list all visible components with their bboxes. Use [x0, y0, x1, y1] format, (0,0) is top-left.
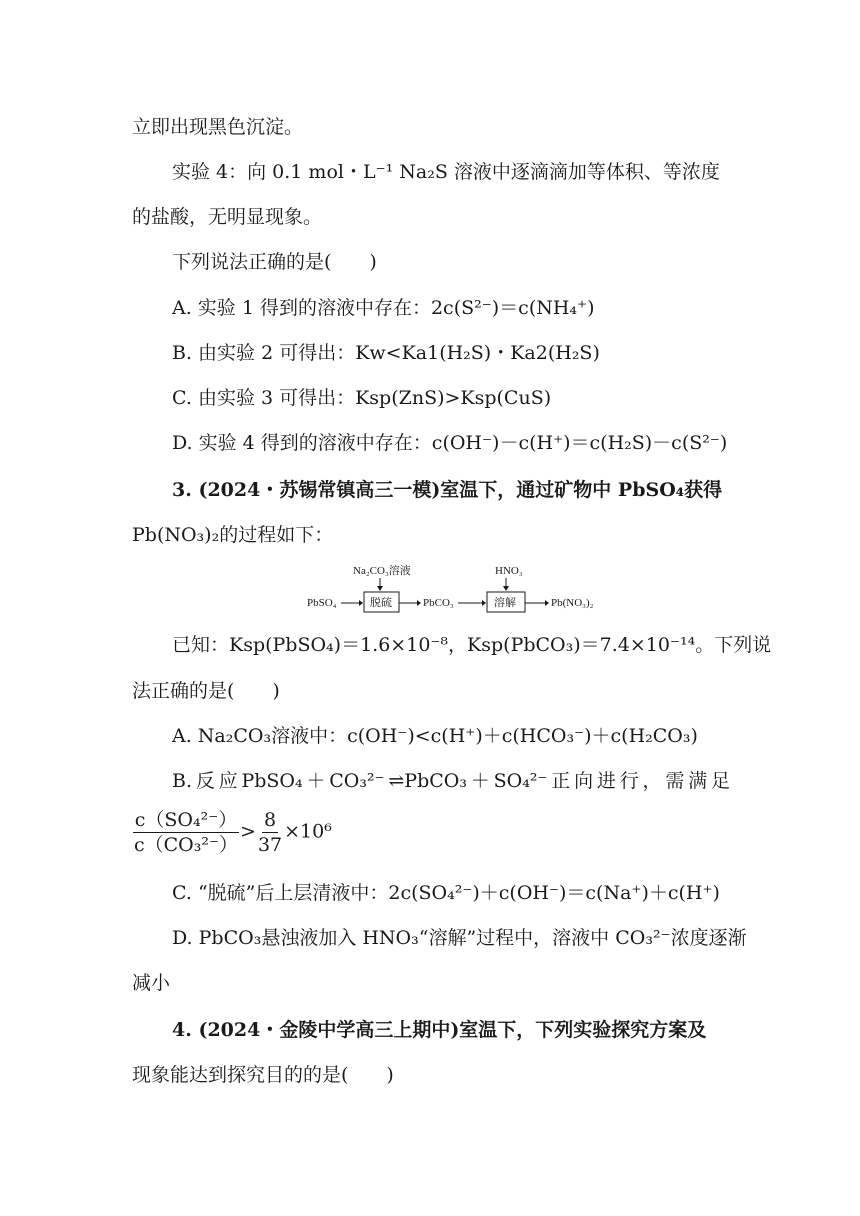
- option-d: D. PbCO₃悬浊液加入 HNO₃“溶解”过程中，溶液中 CO₃²⁻浓度逐渐: [172, 927, 747, 949]
- option-c: C. 由实验 3 可得出：Ksp(ZnS)>Ksp(CuS): [172, 387, 552, 409]
- fraction-numerator: c（SO₄²⁻）: [134, 809, 238, 831]
- experiment-4-line: 实验 4：向 0.1 mol・L⁻¹ Na₂S 溶液中逐滴滴加等体积、等浓度: [172, 161, 720, 183]
- question-prompt: 下列说法正确的是( ): [172, 251, 377, 273]
- text-line: 立即出现黑色沉淀。: [132, 116, 304, 138]
- word: PbSO₄: [241, 770, 303, 792]
- word: B.: [172, 770, 193, 792]
- fraction-denominator: c（CO₃²⁻）: [134, 834, 239, 856]
- option-b: [172, 768, 730, 794]
- question-4-stem-cont: 现象能达到探究目的的是( ): [132, 1064, 394, 1086]
- word: 反: [195, 770, 215, 792]
- reagent-label: Na₂CO₃溶液: [353, 565, 411, 577]
- arrowhead-icon: [377, 586, 383, 591]
- arrowhead-icon: [482, 600, 486, 606]
- word: SO₄²⁻: [493, 770, 548, 792]
- word: 足: [710, 770, 730, 792]
- text-line: 的盐酸，无明显现象。: [132, 206, 323, 228]
- reagent-label: HNO₃: [495, 565, 523, 577]
- product-material: Pb(NO₃)₂: [551, 597, 594, 609]
- word: CO₃²⁻: [329, 770, 385, 792]
- fraction-condition: [132, 808, 332, 857]
- option-c: C. “脱硫”后上层清液中：2c(SO₄²⁻)＋c(OH⁻)＝c(Na⁺)＋c(H⁺): [172, 882, 720, 904]
- process-flow-diagram: [305, 562, 605, 618]
- word: ＋: [470, 770, 490, 792]
- arrowhead-icon: [417, 600, 421, 606]
- question-4-stem: 4. (2024・金陵中学高三上期中)室温下，下列实验探究方案及: [172, 1019, 707, 1041]
- word: ⇌PbCO₃: [388, 770, 467, 792]
- fraction-numerator: 8: [264, 809, 277, 831]
- word: 行: [619, 770, 639, 792]
- process-step: 溶解: [494, 597, 516, 609]
- question-prompt: 法正确的是( ): [132, 680, 280, 702]
- intermediate-material: PbCO₃: [423, 597, 454, 609]
- option-b: B. 由实验 2 可得出：Kw<Ka1(H₂S)・Ka2(H₂S): [172, 342, 600, 364]
- question-3-stem: 3. (2024・苏锡常镇高三一模)室温下，通过矿物中 PbSO₄获得: [172, 479, 723, 501]
- given-data: 已知：Ksp(PbSO₄)＝1.6×10⁻⁸，Ksp(PbCO₃)＝7.4×10⁻¹⁴。下列说: [172, 634, 772, 656]
- word: 正: [551, 770, 571, 792]
- fraction: [132, 808, 240, 857]
- arrowhead-icon: [503, 586, 509, 591]
- word: ，: [642, 770, 662, 792]
- word: 应: [218, 770, 238, 792]
- option-a: A. 实验 1 得到的溶液中存在：2c(S²⁻)＝c(NH₄⁺): [172, 297, 595, 319]
- start-material: PbSO₄: [307, 597, 337, 609]
- word: 需: [665, 770, 685, 792]
- power-of-ten: ×10⁶: [284, 820, 332, 843]
- fraction: [256, 808, 284, 857]
- word: 满: [688, 770, 708, 792]
- word: ＋: [306, 770, 326, 792]
- fraction-denominator: 37: [257, 834, 283, 856]
- word: 向: [574, 770, 594, 792]
- text-line: 减小: [132, 972, 171, 994]
- arrowhead-icon: [359, 600, 363, 606]
- option-d: D. 实验 4 得到的溶液中存在：c(OH⁻)－c(H⁺)＝c(H₂S)－c(S²⁻): [172, 432, 728, 454]
- word: 进: [596, 770, 616, 792]
- greater-than: >: [240, 820, 256, 843]
- arrowhead-icon: [545, 600, 549, 606]
- process-step: 脱硫: [370, 597, 392, 609]
- question-3-stem-cont: Pb(NO₃)₂的过程如下：: [132, 524, 334, 546]
- option-a: A. Na₂CO₃溶液中：c(OH⁻)<c(H⁺)＋c(HCO₃⁻)＋c(H₂CO₃): [172, 725, 698, 747]
